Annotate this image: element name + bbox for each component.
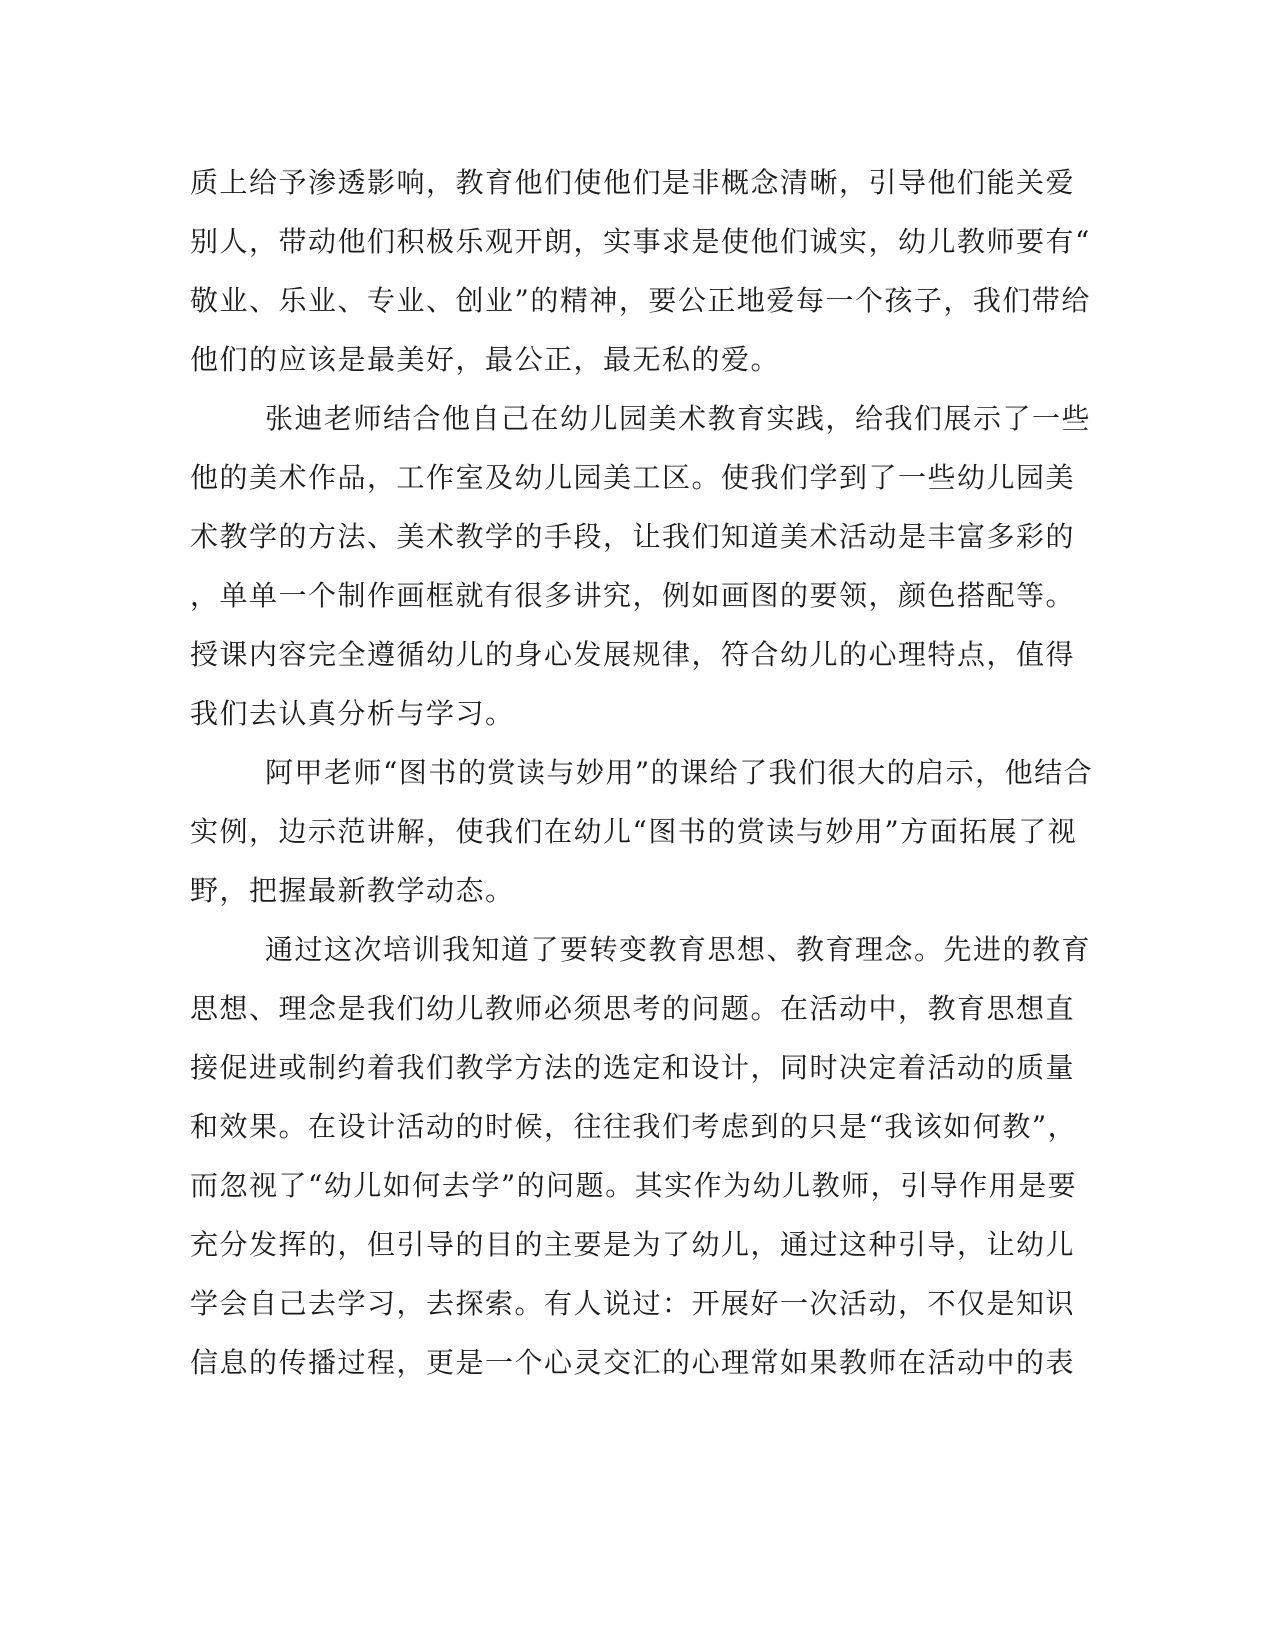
text-line: 实例，边示范讲解，使我们在幼儿“图书的赏读与妙用”方面拓展了视	[190, 815, 1078, 848]
text-line: 他们的应该是最美好，最公正，最无私的爱。	[190, 343, 781, 376]
text-line: 授课内容完全遵循幼儿的身心发展规律，符合幼儿的心理特点，值得	[190, 638, 1076, 671]
text-line: 学会自己去学习，去探索。有人说过：开展好一次活动，不仅是知识	[190, 1287, 1076, 1320]
text-line: 野，把握最新教学动态。	[190, 874, 515, 907]
paragraph-first-line: 张迪老师结合他自己在幼儿园美术教育实践，给我们展示了一些	[265, 402, 1092, 435]
text-line: 信息的传播过程，更是一个心灵交汇的心理常如果教师在活动中的表	[190, 1346, 1076, 1379]
text-line: 思想、理念是我们幼儿教师必须思考的问题。在活动中，教育思想直	[190, 992, 1076, 1025]
text-line: 别人，带动他们积极乐观开朗，实事求是使他们诚实，幼儿教师要有“	[190, 225, 1091, 258]
paragraph-first-line: 阿甲老师“图书的赏读与妙用”的课给了我们很大的启示，他结合	[265, 756, 1094, 789]
text-line: 接促进或制约着我们教学方法的选定和设计，同时决定着活动的质量	[190, 1051, 1076, 1084]
paragraph-first-line: 通过这次培训我知道了要转变教育思想、教育理念。先进的教育	[265, 933, 1092, 966]
text-line: 和效果。在设计活动的时候，往往我们考虑到的只是“我该如何教”，	[190, 1110, 1078, 1143]
text-line: 充分发挥的，但引导的目的主要是为了幼儿，通过这种引导，让幼儿	[190, 1228, 1076, 1261]
text-line: 我们去认真分析与学习。	[190, 697, 515, 730]
text-line: ，单单一个制作画框就有很多讲究，例如画图的要领，颜色搭配等。	[190, 579, 1076, 612]
text-line: 他的美术作品，工作室及幼儿园美工区。使我们学到了一些幼儿园美	[190, 461, 1076, 494]
text-line: 敬业、乐业、专业、创业”的精神，要公正地爱每一个孩子，我们带给	[190, 284, 1091, 317]
text-line: 质上给予渗透影响，教育他们使他们是非概念清晰，引导他们能关爱	[190, 166, 1076, 199]
text-line: 而忽视了“幼儿如何去学”的问题。其实作为幼儿教师，引导作用是要	[190, 1169, 1078, 1202]
text-line: 术教学的方法、美术教学的手段，让我们知道美术活动是丰富多彩的	[190, 520, 1076, 553]
